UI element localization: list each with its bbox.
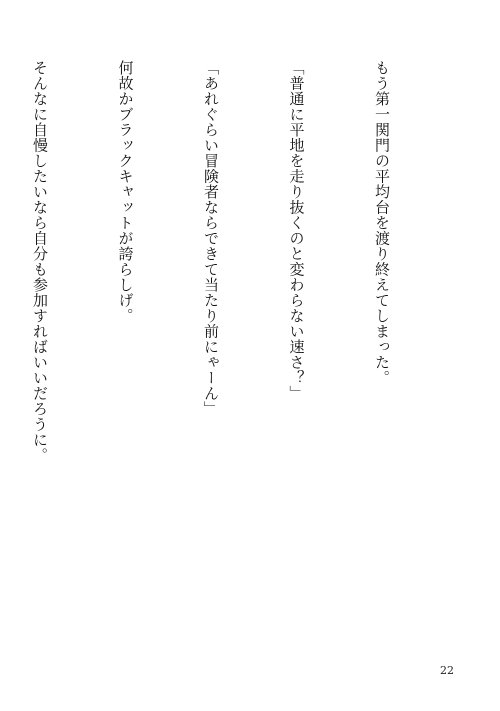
page-number: 22 [440,664,454,677]
text-line: もう第一関門の平均台を渡り終えてしまった。 [373,60,391,386]
body-text [0,60,453,650]
text-line: 「普通に平地を走り抜くのと変わらない速さ？」 [287,60,306,401]
text-line: そんなに自慢したいなら自分も参加すればいいだろうに。 [31,60,49,463]
text-line: 「あれぐらい冒険者ならできて当たり前にゃーん」 [202,60,220,417]
text-line: 何故かブラックキャットが誇らしげ。 [116,60,135,324]
